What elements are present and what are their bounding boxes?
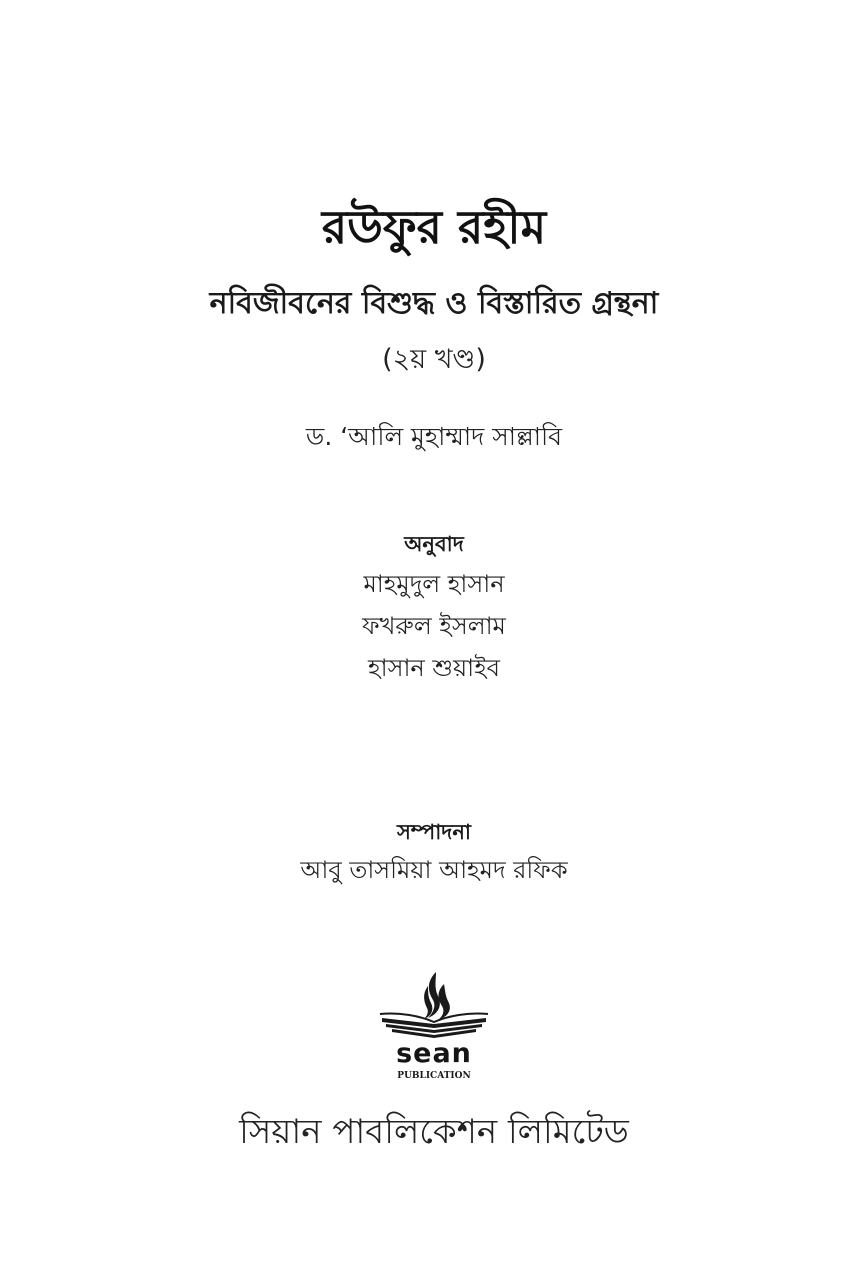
author-name: ড. ‘আলি মুহাম্মাদ সাল্লাবি (305, 422, 563, 451)
logo-subtext: PUBLICATION (397, 1071, 471, 1081)
book-title: রউফুর রহীম (321, 200, 547, 254)
logo-wordmark: sean (396, 1038, 472, 1069)
publisher-name: সিয়ান পাবলিকেশন লিমিটেড (239, 1112, 629, 1152)
translator-name: হাসান শুয়াইব (368, 654, 500, 682)
book-subtitle: নবিজীবনের বিশুদ্ধ ও বিস্তারিত গ্রন্থনা (209, 286, 659, 321)
editing-heading: সম্পাদনা (397, 820, 471, 844)
open-book-flame-icon (370, 968, 498, 1040)
volume-label: (২য় খণ্ড) (382, 344, 486, 375)
editor-name: আবু তাসমিয়া আহমদ রফিক (300, 856, 568, 884)
translation-heading: অনুবাদ (404, 532, 464, 556)
translator-name: ফখরুল ইসলাম (362, 612, 506, 640)
translator-name: মাহমুদুল হাসান (363, 570, 505, 598)
publisher-logo (370, 968, 498, 1088)
